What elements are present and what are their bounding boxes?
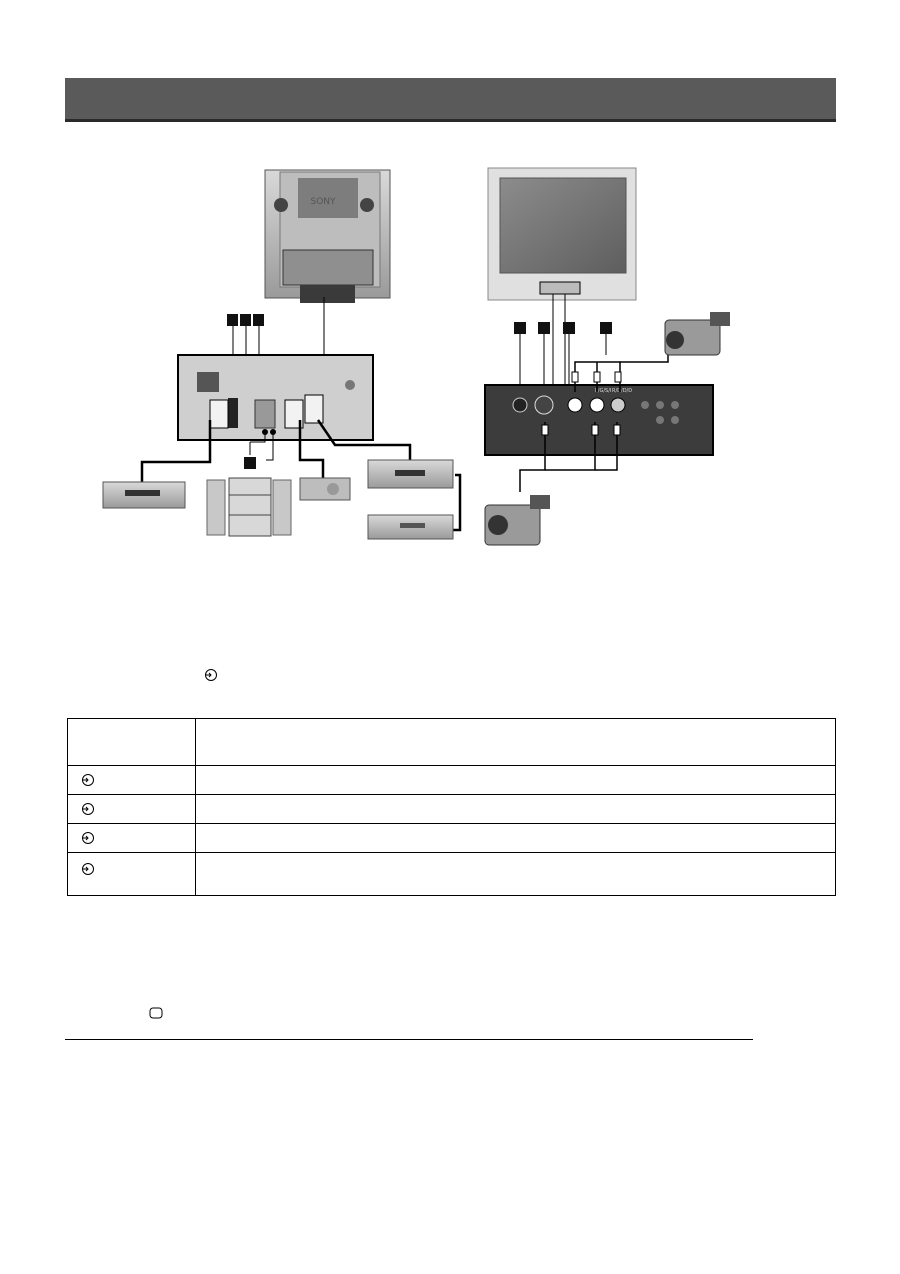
input-icon — [80, 861, 96, 875]
tv-brand-label: SONY — [310, 197, 336, 207]
connection-table — [67, 718, 836, 896]
panel-label-left: L/G/S/I — [595, 388, 612, 394]
input-icon — [80, 831, 96, 845]
table-header-cell — [196, 719, 836, 766]
vcr-device — [103, 482, 185, 508]
table-header-cell — [68, 719, 196, 766]
footer-rule — [65, 1039, 753, 1040]
connection-diagram — [90, 165, 750, 570]
input-icon — [203, 664, 219, 683]
camcorder-lower — [485, 495, 550, 545]
game-console — [300, 478, 350, 500]
table-row — [68, 766, 836, 795]
tv-icon — [149, 1004, 163, 1023]
row-description — [196, 824, 836, 853]
table-row — [68, 853, 836, 896]
row-description — [196, 853, 836, 896]
input-icon — [80, 773, 96, 787]
table-row — [68, 795, 836, 824]
camcorder-upper — [665, 312, 730, 355]
tv-front-view — [488, 168, 636, 300]
input-icon — [80, 802, 96, 816]
dvd-player-upper — [368, 460, 453, 488]
tv-rear-view — [265, 170, 390, 303]
row-description — [196, 795, 836, 824]
rear-connection-panel — [178, 355, 373, 440]
panel-label-right: R/D/D/D — [612, 388, 633, 394]
dvd-player-lower — [368, 515, 453, 539]
table-row — [68, 824, 836, 853]
section-header-bar — [65, 78, 836, 122]
table-header-row — [68, 719, 836, 766]
row-description — [196, 766, 836, 795]
left-lower-marker — [244, 457, 256, 469]
hifi-system — [207, 478, 291, 536]
front-connection-panel — [485, 385, 713, 455]
